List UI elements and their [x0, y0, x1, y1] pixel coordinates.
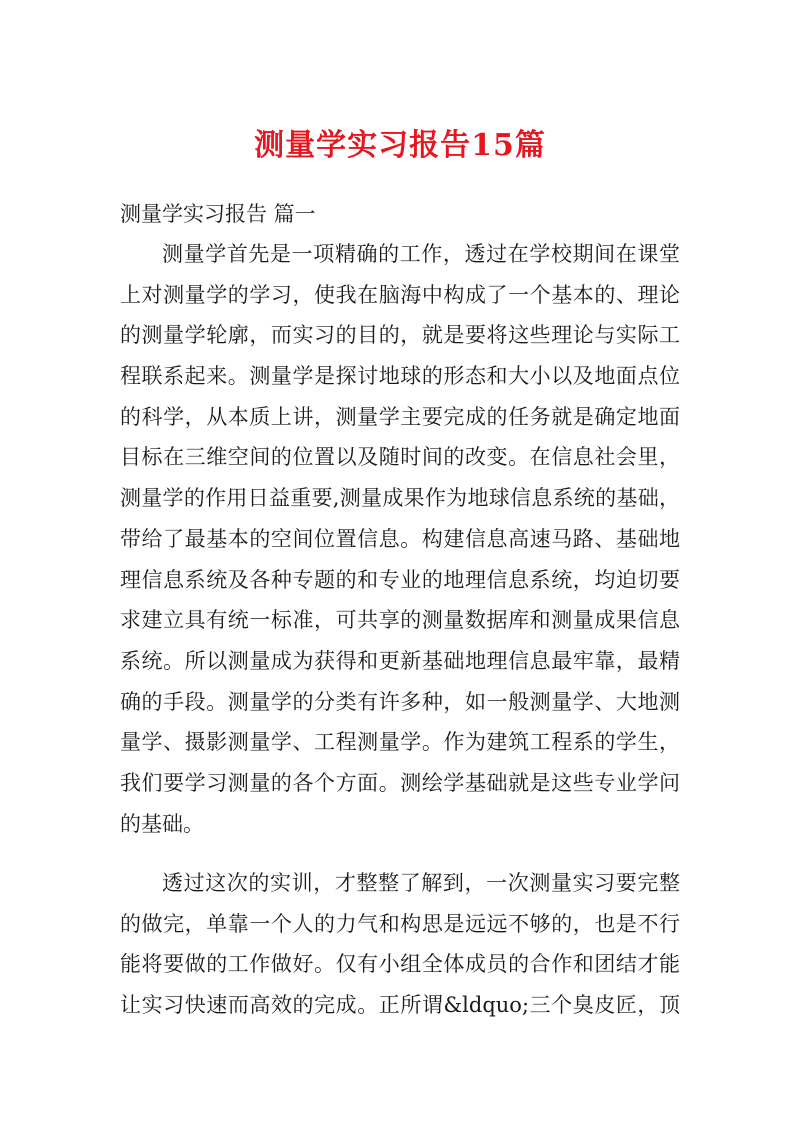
paragraph-line: 测量学的作用日益重要,测量成果作为地球信息系统的基础，: [120, 486, 680, 511]
paragraph-line: 目标在三维空间的位置以及随时间的改变。在信息社会里，: [120, 445, 680, 470]
paragraph-line: 我们要学习测量的各个方面。测绘学基础就是这些专业学问: [120, 770, 680, 795]
body-paragraph: [120, 863, 680, 1026]
section-heading: 测量学实习报告 篇一: [120, 202, 316, 226]
paragraph-line: 系统。所以测量成为获得和更新基础地理信息最牢靠，最精: [120, 648, 680, 673]
paragraph-line: 量学、摄影测量学、工程测量学。作为建筑工程系的学生，: [120, 730, 680, 755]
body-paragraph: [120, 234, 680, 844]
paragraph-line: 确的手段。测量学的分类有许多种，如一般测量学、大地测: [120, 689, 680, 714]
paragraph-line: 理信息系统及各种专题的和专业的地理信息系统，均迫切要: [120, 567, 680, 592]
paragraph-line: 程联系起来。测量学是探讨地球的形态和大小以及地面点位: [120, 364, 680, 389]
paragraph-line: 能将要做的工作做好。仅有小组全体成员的合作和团结才能: [120, 952, 680, 977]
paragraph-line: 透过这次的实训，才整整了解到，一次测量实习要完整: [162, 871, 680, 895]
paragraph-line: 上对测量学的学习，使我在脑海中构成了一个基本的、理论: [120, 282, 680, 307]
document-title: 测量学实习报告15篇: [254, 128, 546, 163]
paragraph-line: 的做完，单靠一个人的力气和构思是远远不够的，也是不行: [120, 911, 680, 936]
paragraph-line: 求建立具有统一标准，可共享的测量数据库和测量成果信息: [120, 608, 680, 633]
paragraph-line: 测量学首先是一项精确的工作，透过在学校期间在课堂: [162, 242, 680, 266]
paragraph-line: 的科学，从本质上讲，测量学主要完成的任务就是确定地面: [120, 404, 680, 429]
paragraph-line: 的基础。: [120, 811, 204, 836]
paragraph-line: 让实习快速而高效的完成。正所谓&ldquo;三个臭皮匠，顶: [120, 993, 680, 1018]
paragraph-line: 的测量学轮廓，而实习的目的，就是要将这些理论与实际工: [120, 323, 680, 348]
paragraph-line: 带给了最基本的空间位置信息。构建信息高速马路、基础地: [120, 526, 680, 551]
